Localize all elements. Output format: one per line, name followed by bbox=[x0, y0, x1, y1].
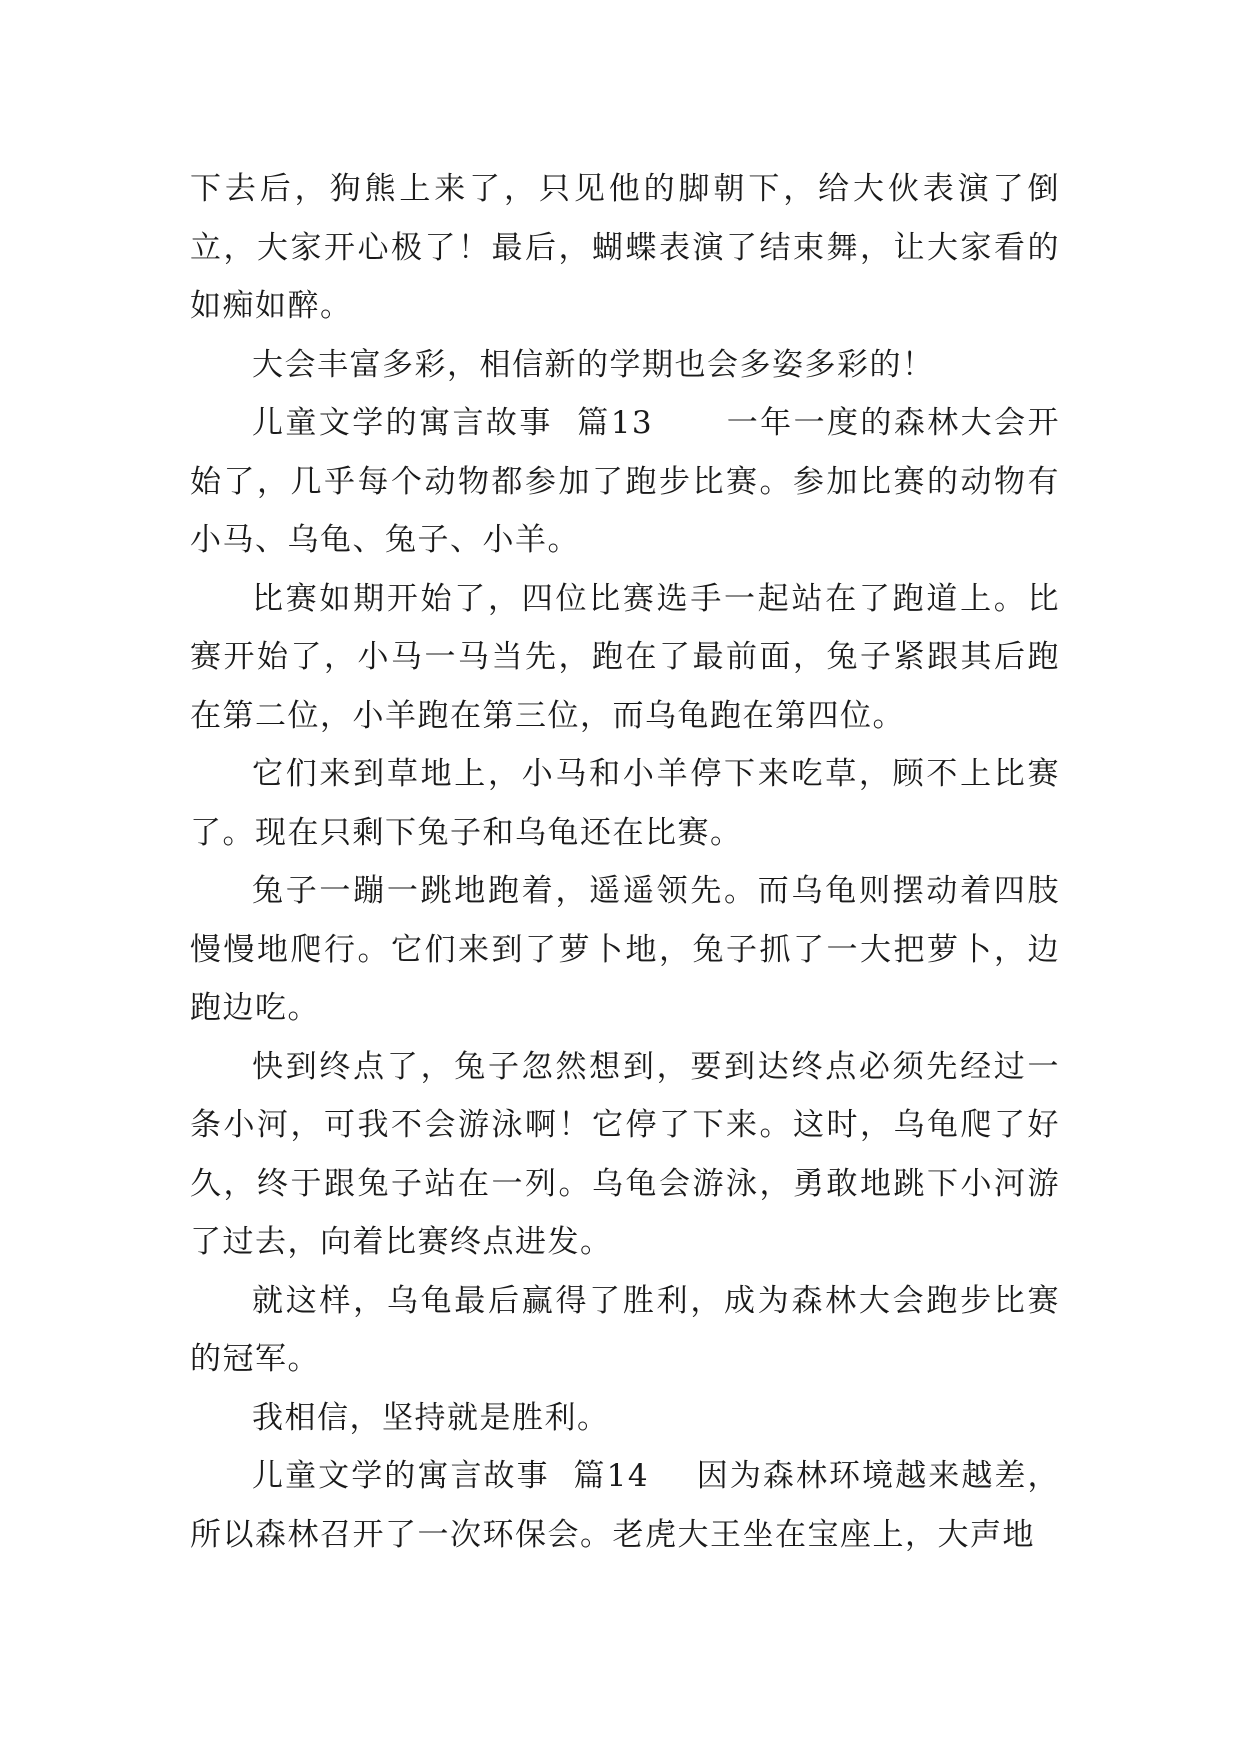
paragraph-text: 下去后，狗熊上来了，只见他的脚朝下，给大伙表演了倒立，大家开心极了！最后，蝴蝶表演了结束舞，让大家看的如痴如醉。 bbox=[190, 171, 1060, 324]
paragraph-6 bbox=[190, 862, 1060, 1038]
paragraph-text: 快到终点了，兔子忽然想到，要到达终点必须先经过一条小河，可我不会游泳啊！它停了下来。这时，乌龟爬了好久，终于跟兔子站在一列。乌龟会游泳，勇敢地跳下小河游了过去，向着比赛终点进发。 bbox=[190, 1048, 1060, 1260]
paragraph-text: 兔子一蹦一跳地跑着，遥遥领先。而乌龟则摆动着四肢慢慢地爬行。它们来到了萝卜地，兔子抓了一大把萝卜，边跑边吃。 bbox=[190, 873, 1060, 1026]
paragraph-text: 它们来到草地上，小马和小羊停下来吃草，顾不上比赛了。现在只剩下兔子和乌龟还在比赛。 bbox=[190, 756, 1060, 851]
paragraph-8 bbox=[190, 1272, 1060, 1389]
paragraph-2 bbox=[190, 336, 1060, 395]
paragraph-10 bbox=[190, 1447, 1060, 1564]
paragraph-1 bbox=[190, 160, 1060, 336]
paragraph-3 bbox=[190, 394, 1060, 570]
paragraph-text: 我相信，坚持就是胜利。 bbox=[252, 1399, 610, 1436]
story-heading-13: 儿童文学的寓言故事 篇13 bbox=[252, 405, 654, 441]
paragraph-text: 比赛如期开始了，四位比赛选手一起站在了跑道上。比赛开始了，小马一马当先，跑在了最前面，兔子紧跟其后跑在第二位，小羊跑在第三位，而乌龟跑在第四位。 bbox=[190, 580, 1060, 734]
story-heading-14: 儿童文学的寓言故事 篇14 bbox=[252, 1458, 650, 1494]
paragraph-text: 大会丰富多彩，相信新的学期也会多姿多彩的！ bbox=[252, 346, 935, 383]
paragraph-7 bbox=[190, 1038, 1060, 1272]
paragraph-5 bbox=[190, 745, 1060, 862]
paragraph-text: 就这样，乌龟最后赢得了胜利，成为森林大会跑步比赛的冠军。 bbox=[190, 1282, 1060, 1377]
paragraph-9 bbox=[190, 1389, 1060, 1448]
paragraph-text: 因为森林环境越来越差，所以森林召开了一次环保会。老虎大王坐在宝座上，大声地 bbox=[190, 1458, 1061, 1553]
document-body bbox=[190, 160, 1060, 1564]
paragraph-text: 一年一度的森林大会开始了，几乎每个动物都参加了跑步比赛。参加比赛的动物有小马、乌龟、兔子、小羊。 bbox=[190, 405, 1061, 558]
paragraph-4 bbox=[190, 570, 1060, 746]
